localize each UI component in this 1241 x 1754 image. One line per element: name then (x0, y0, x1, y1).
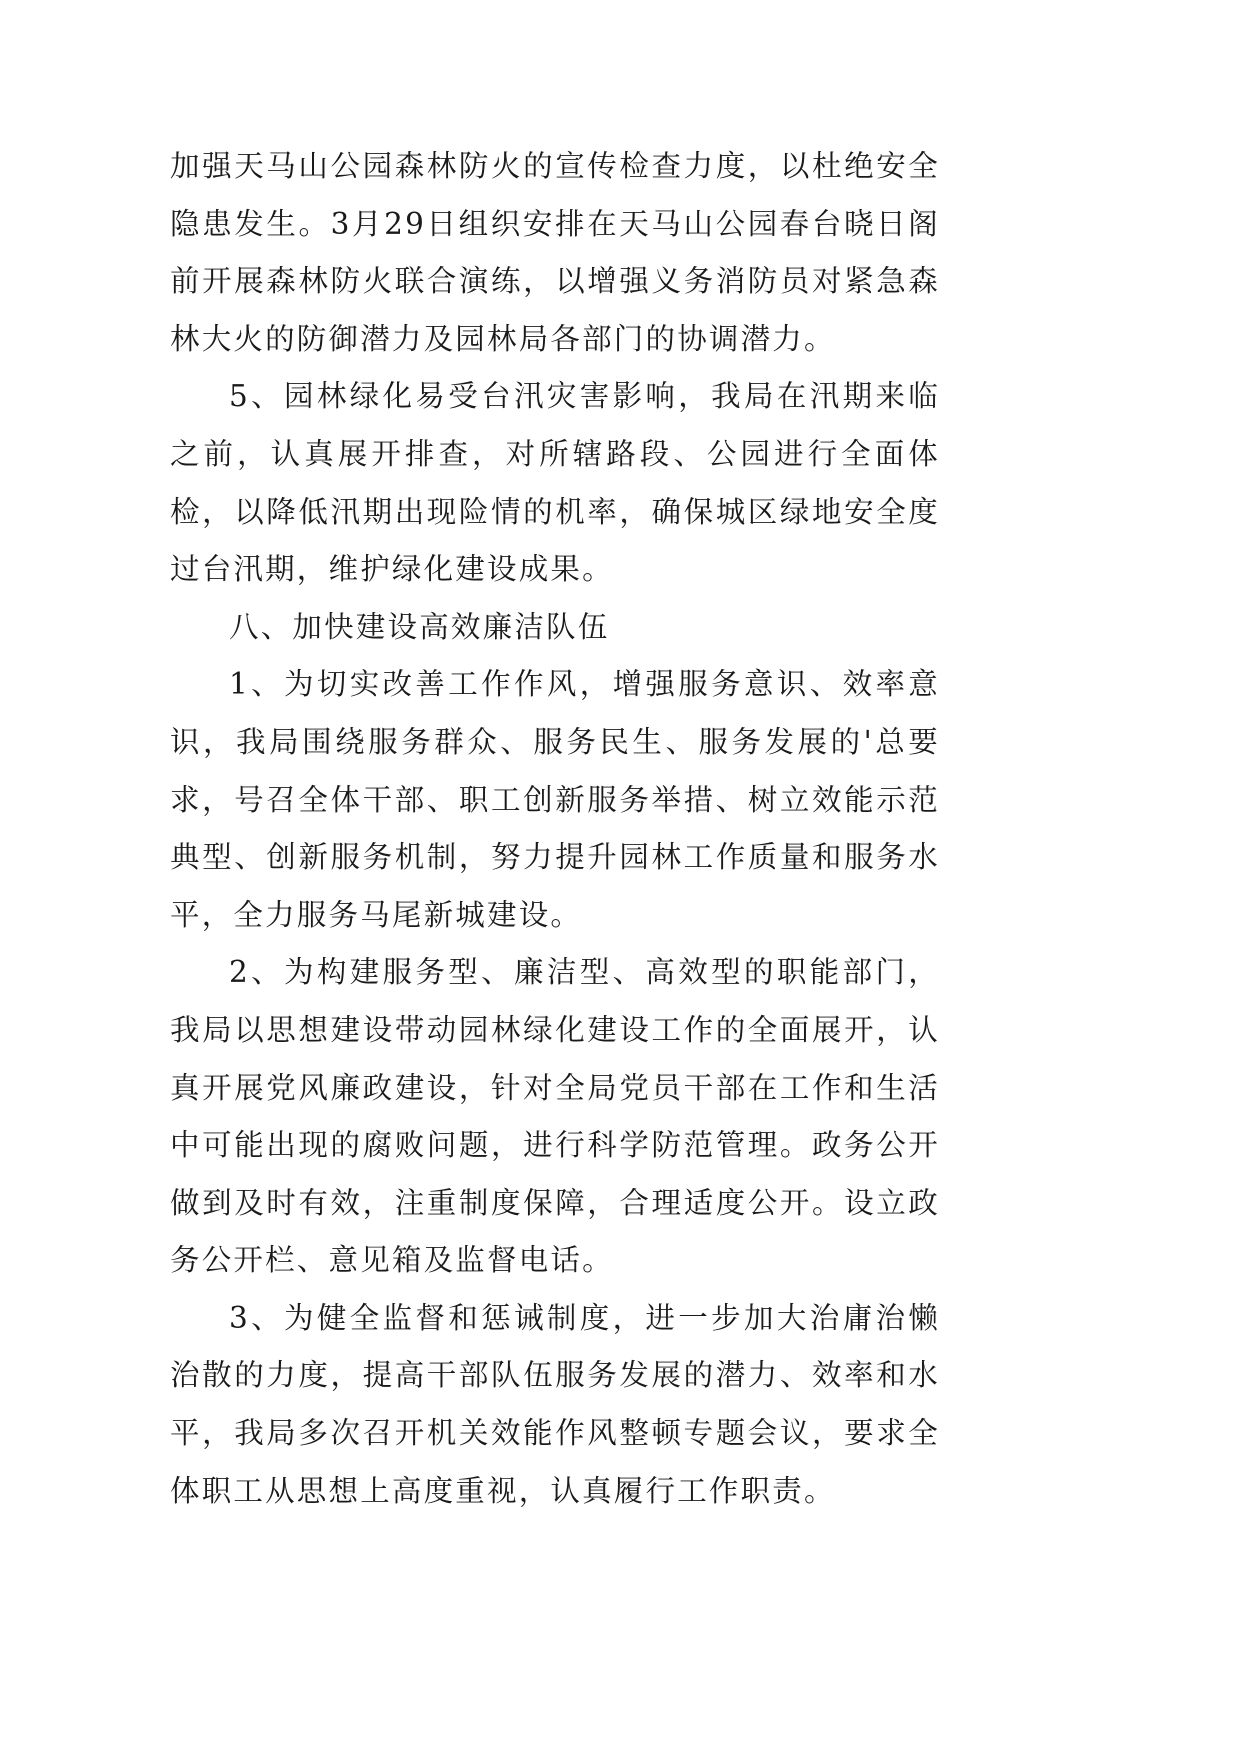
section-heading-8: 八、加快建设高效廉洁队伍 (229, 609, 610, 644)
paragraph-supervision: 3、为健全监督和惩诫制度，进一步加大治庸治懒治散的力度，提高干部队伍服务发展的潜力、效率和水平，我局多次召开机关效能作风整顿专题会议，要求全体职工从思想上高度重视，认真履行工作职责。 (170, 1300, 940, 1508)
paragraph-fire-prevention: 加强天马山公园森林防火的宣传检查力度，以杜绝安全隐患发生。3月29日组织安排在天马山公园春台晓日阁前开展森林防火联合演练，以增强义务消防员对紧急森林大火的防御潜力及园林局各部门的协调潜力。 (170, 149, 940, 356)
paragraph-clean-government: 2、为构建服务型、廉洁型、高效型的职能部门，我局以思想建设带动园林绿化建设工作的全面展开，认真开展党风廉政建设，针对全局党员干部在工作和生活中可能出现的腐败问题，进行科学防范管理。政务公开做到及时有效，注重制度保障，合理适度公开。设立政务公开栏、意见箱及监督电话。 (170, 955, 940, 1278)
paragraph-work-style: 1、为切实改善工作作风，增强服务意识、效率意识，我局围绕服务群众、服务民生、服务发展的'总要求，号召全体干部、职工创新服务举措、树立效能示范典型、创新服务机制，努力提升园林工作质量和服务水平，全力服务马尾新城建设。 (170, 667, 940, 932)
paragraph-flood-season: 5、园林绿化易受台汛灾害影响，我局在汛期来临之前，认真展开排查，对所辖路段、公园进行全面体检，以降低汛期出现险情的机率，确保城区绿地安全度过台汛期，维护绿化建设成果。 (170, 379, 940, 587)
document-body (170, 138, 940, 1520)
